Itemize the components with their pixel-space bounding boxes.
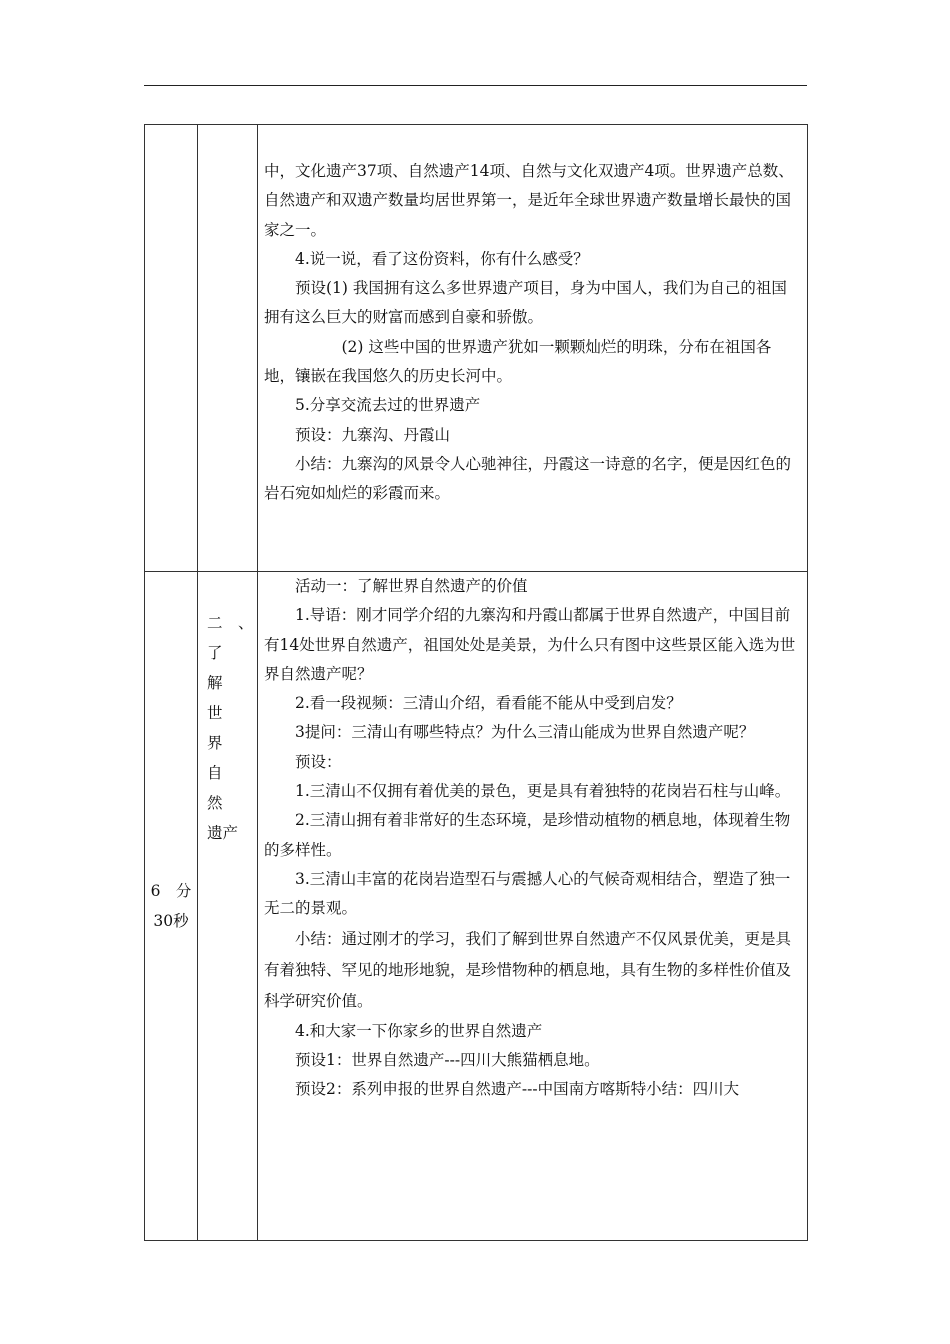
stage-line: 遗产 bbox=[207, 824, 239, 842]
paragraph: 小结：九寨沟的风景令人心驰神往，丹霞这一诗意的名字，便是因红色的岩石宛如灿烂的彩霞而来。 bbox=[264, 454, 792, 503]
time-cell bbox=[145, 572, 198, 1241]
paragraph: 预设1：世界自然遗产---四川大熊猫栖息地。 bbox=[295, 1050, 600, 1069]
paragraph: 活动一：了解世界自然遗产的价值 bbox=[295, 577, 528, 595]
paragraph: 1.三清山不仅拥有着优美的景色，更是具有着独特的花岗岩石柱与山峰。 bbox=[295, 782, 791, 801]
paragraph: 3.三清山丰富的花岗岩造型石与震撼人心的气候奇观相结合，塑造了独一无二的景观。 bbox=[264, 869, 791, 918]
paragraph: (2) 这些中国的世界遗产犹如一颗颗灿烂的明珠，分布在祖国各地，镶嵌在我国悠久的历史长河中。 bbox=[264, 337, 772, 386]
time-line: 6 分 bbox=[150, 882, 192, 900]
paragraph: 中，文化遗产37项、自然遗产14项、自然与文化双遗产4项。世界遗产总数、自然遗产和双遗产数量均居世界第一，是近年全球世界遗产数量增长最快的国家之一。 bbox=[264, 162, 794, 239]
paragraph: 小结：通过刚才的学习，我们了解到世界自然遗产不仅风景优美，更是具有着独特、罕见的地形地貌，是珍惜物种的栖息地，具有生物的多样性价值及科学研究价值。 bbox=[264, 929, 792, 1010]
content-text bbox=[258, 572, 807, 1104]
paragraph: 2.看一段视频：三清山介绍，看看能不能从中受到启发？ bbox=[295, 694, 682, 713]
paragraph: 3提问：三清山有哪些特点？为什么三清山能成为世界自然遗产呢？ bbox=[295, 723, 755, 742]
paragraph: 2.三清山拥有着非常好的生态环境，是珍惜动植物的栖息地，体现着生物的多样性。 bbox=[264, 811, 791, 859]
paragraph: 4.说一说，看了这份资料，你有什么感受？ bbox=[295, 249, 589, 268]
paragraph: 1.导语：刚才同学介绍的九寨沟和丹霞山都属于世界自然遗产，中国目前有14处世界自然遗产，祖国处处是美景，为什么只有图中这些景区能入选为世界自然遗产呢？ bbox=[264, 606, 796, 683]
paragraph: 预设： bbox=[295, 752, 342, 771]
stage-line: 了 解 bbox=[207, 644, 239, 692]
stage-line: 自 然 bbox=[207, 764, 239, 812]
stage-line: 世 界 bbox=[207, 704, 239, 752]
paragraph: 5.分享交流去过的世界遗产 bbox=[295, 396, 481, 415]
time-cell bbox=[145, 125, 198, 572]
stage-line: 二 、 bbox=[207, 614, 254, 632]
stage-cell bbox=[198, 125, 258, 572]
content-cell bbox=[258, 125, 808, 572]
stage-cell bbox=[198, 572, 258, 1241]
time-line: 30秒 bbox=[153, 912, 189, 930]
lesson-plan-table bbox=[144, 124, 808, 1241]
paragraph: 预设2：系列申报的世界自然遗产---中国南方喀斯特小结：四川大 bbox=[295, 1080, 740, 1099]
paragraph: 预设：九寨沟、丹霞山 bbox=[295, 425, 451, 444]
content-text bbox=[258, 125, 807, 509]
paragraph: 预设(1) 我国拥有这么多世界遗产项目，身为中国人，我们为自己的祖国拥有这么巨大的财富而感到自豪和骄傲。 bbox=[264, 279, 787, 327]
paragraph: 4.和大家一下你家乡的世界自然遗产 bbox=[295, 1021, 543, 1040]
header-rule bbox=[144, 85, 807, 86]
content-cell bbox=[258, 572, 808, 1241]
table-row bbox=[145, 125, 808, 572]
table-row bbox=[145, 572, 808, 1241]
